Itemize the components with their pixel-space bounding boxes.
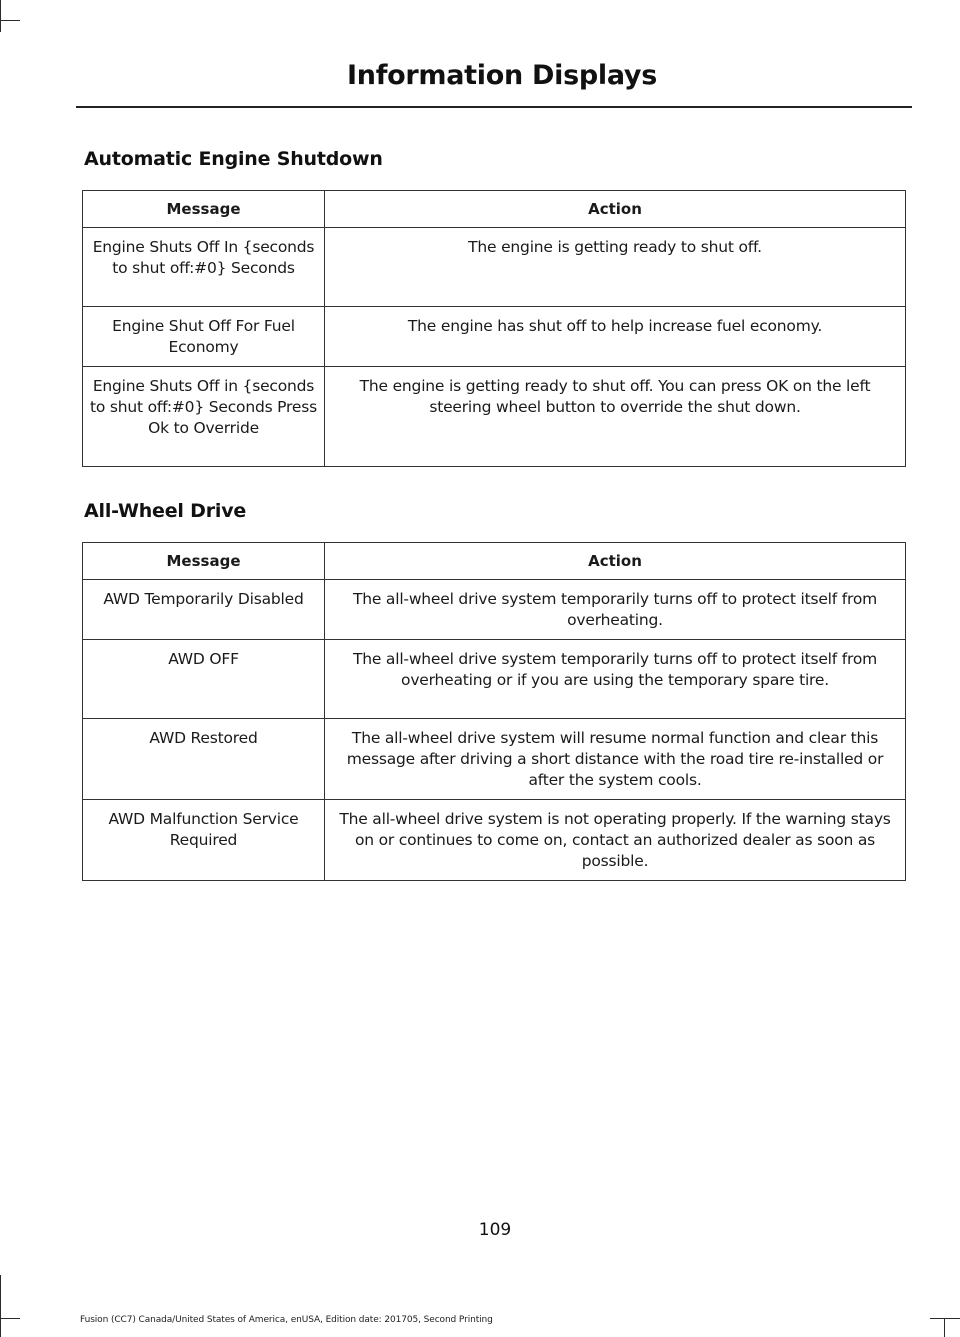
message-cell: AWD Temporarily Disabled (83, 580, 325, 640)
table-row (83, 640, 906, 719)
message-cell: AWD Malfunction Service Required (83, 800, 325, 881)
action-cell: The engine has shut off to help increase fuel economy. (325, 307, 906, 367)
action-cell: The all-wheel drive system temporarily turns off to protect itself from overheating or if you are using the temporary spare tire. (325, 640, 906, 719)
table-row (83, 307, 906, 367)
column-header-message: Message (83, 543, 325, 580)
column-header-message: Message (83, 191, 325, 228)
section-title-engine-shutdown: Automatic Engine Shutdown (84, 148, 383, 170)
message-cell: AWD OFF (83, 640, 325, 719)
section-title-all-wheel-drive: All-Wheel Drive (84, 500, 247, 522)
page-number: 109 (478, 1220, 512, 1240)
table-row (83, 228, 906, 307)
table-row (83, 719, 906, 800)
message-cell: Engine Shuts Off in {seconds to shut off:#0} Seconds Press Ok to Override (83, 367, 325, 467)
table-row (83, 800, 906, 881)
running-title: Information Displays (347, 60, 657, 91)
crop-mark (0, 0, 1, 32)
crop-mark (930, 1318, 960, 1319)
message-cell: AWD Restored (83, 719, 325, 800)
engine-shutdown-table (82, 190, 906, 467)
message-cell: Engine Shuts Off In {seconds to shut off:#0} Seconds (83, 228, 325, 307)
header-rule (76, 106, 912, 108)
crop-mark (0, 1318, 20, 1319)
footer-edition-info: Fusion (CC7) Canada/United States of America, enUSA, Edition date: 201705, Second Printing (80, 1315, 493, 1325)
all-wheel-drive-table (82, 542, 906, 881)
table-header-row (83, 543, 906, 580)
table-header-row (83, 191, 906, 228)
action-cell: The all-wheel drive system will resume normal function and clear this message after driving a short distance with the road tire re-installed or after the system cools. (325, 719, 906, 800)
crop-mark (944, 1318, 945, 1337)
action-cell: The all-wheel drive system temporarily turns off to protect itself from overheating. (325, 580, 906, 640)
action-cell: The all-wheel drive system is not operating properly. If the warning stays on or continues to come on, contact an authorized dealer as soon as possible. (325, 800, 906, 881)
action-cell: The engine is getting ready to shut off. (325, 228, 906, 307)
crop-mark (0, 1275, 1, 1337)
table-row (83, 367, 906, 467)
message-cell: Engine Shut Off For Fuel Economy (83, 307, 325, 367)
column-header-action: Action (325, 191, 906, 228)
crop-mark (0, 20, 20, 21)
action-cell: The engine is getting ready to shut off. You can press OK on the left steering wheel button to override the shut down. (325, 367, 906, 467)
column-header-action: Action (325, 543, 906, 580)
table-row (83, 580, 906, 640)
